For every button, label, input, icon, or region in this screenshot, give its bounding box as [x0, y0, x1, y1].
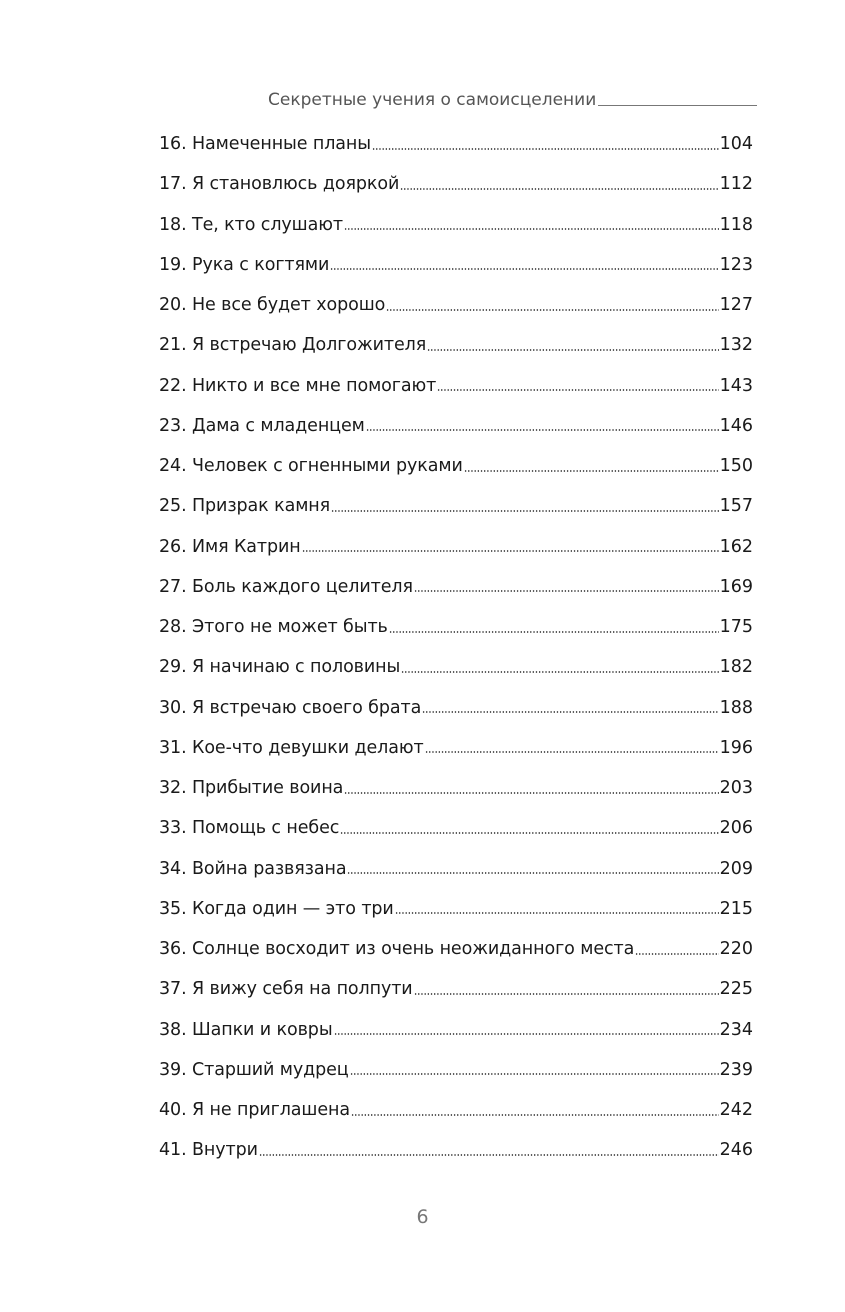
toc-entry-page: 209: [719, 858, 753, 879]
toc-entry-page: 169: [719, 576, 753, 597]
toc-entry[interactable]: [159, 849, 753, 889]
dot-leader: [422, 709, 718, 715]
dot-leader: [340, 830, 718, 836]
toc-entry-page: 123: [719, 254, 753, 275]
toc-entry[interactable]: [159, 768, 753, 808]
dot-leader: [635, 951, 718, 957]
toc-entry-title: 41. Внутри: [159, 1140, 258, 1161]
toc-entry-page: 150: [719, 456, 753, 477]
toc-entry-page: 196: [719, 737, 753, 758]
running-header-title: Секретные учения о самоисцелении: [268, 90, 597, 110]
dot-leader: [372, 146, 719, 152]
toc-entry[interactable]: [159, 647, 753, 687]
toc-entry-page: 220: [719, 939, 753, 960]
running-header: [268, 86, 757, 110]
dot-leader: [437, 387, 718, 393]
toc-entry-page: 246: [719, 1140, 753, 1161]
toc-entry[interactable]: [159, 607, 753, 647]
toc-entry-title: 32. Прибытие воина: [159, 778, 344, 799]
toc-entry[interactable]: [159, 285, 753, 325]
dot-leader: [414, 991, 719, 997]
toc-entry-title: 18. Те, кто слушают: [159, 214, 343, 235]
toc-entry-title: 28. Этого не может быть: [159, 617, 388, 638]
toc-entry-page: 206: [719, 818, 753, 839]
dot-leader: [351, 1112, 719, 1118]
toc-entry-title: 31. Кое-что девушки делают: [159, 737, 424, 758]
dot-leader: [331, 508, 719, 514]
toc-entry-page: 143: [719, 375, 753, 396]
toc-entry-page: 203: [719, 778, 753, 799]
toc-entry-title: 29. Я начинаю с половины: [159, 657, 401, 678]
toc-entry[interactable]: [159, 688, 753, 728]
toc-entry-title: 26. Имя Катрин: [159, 536, 301, 557]
toc-entry-title: 40. Я не приглашена: [159, 1100, 350, 1121]
dot-leader: [259, 1152, 719, 1158]
toc-entry-title: 25. Призрак камня: [159, 496, 331, 517]
toc-entry[interactable]: [159, 124, 753, 164]
toc-entry-title: 16. Намеченные планы: [159, 134, 371, 155]
toc-entry-page: 162: [719, 536, 753, 557]
dot-leader: [401, 669, 718, 675]
toc-entry-title: 33. Помощь с небес: [159, 818, 340, 839]
toc-entry-page: 112: [719, 174, 753, 195]
toc-entry-title: 21. Я встречаю Долгожителя: [159, 335, 427, 356]
toc-entry[interactable]: [159, 1130, 753, 1170]
toc-entry-page: 242: [719, 1100, 753, 1121]
toc-entry[interactable]: [159, 969, 753, 1009]
toc-entry-title: 30. Я встречаю своего брата: [159, 697, 422, 718]
toc-entry[interactable]: [159, 567, 753, 607]
dot-leader: [344, 790, 718, 796]
dot-leader: [347, 870, 718, 876]
toc-entry[interactable]: [159, 1010, 753, 1050]
toc-entry[interactable]: [159, 406, 753, 446]
toc-entry-page: 118: [719, 214, 753, 235]
dot-leader: [464, 468, 719, 474]
toc-entry-title: 35. Когда один — это три: [159, 898, 394, 919]
toc-entry[interactable]: [159, 205, 753, 245]
toc-entry-page: 215: [719, 898, 753, 919]
toc-entry-page: 132: [719, 335, 753, 356]
toc-entry-title: 23. Дама с младенцем: [159, 415, 365, 436]
toc-entry-title: 34. Война развязана: [159, 858, 347, 879]
toc-entry[interactable]: [159, 527, 753, 567]
toc-entry-page: 239: [719, 1059, 753, 1080]
toc-entry[interactable]: [159, 245, 753, 285]
toc-entry-title: 39. Старший мудрец: [159, 1059, 349, 1080]
toc-entry[interactable]: [159, 486, 753, 526]
dot-leader: [344, 226, 719, 232]
toc-entry-page: 146: [719, 415, 753, 436]
dot-leader: [427, 347, 718, 353]
dot-leader: [302, 548, 719, 554]
dot-leader: [386, 307, 718, 313]
toc-entry[interactable]: [159, 728, 753, 768]
toc-entry-page: 225: [719, 979, 753, 1000]
toc-entry-page: 234: [719, 1019, 753, 1040]
dot-leader: [334, 1031, 719, 1037]
toc-entry-title: 19. Рука с когтями: [159, 254, 330, 275]
toc-entry-title: 22. Никто и все мне помогают: [159, 375, 437, 396]
toc-entry[interactable]: [159, 808, 753, 848]
toc-entry-title: 24. Человек с огненными руками: [159, 456, 463, 477]
toc-entry-page: 104: [719, 134, 753, 155]
dot-leader: [350, 1071, 719, 1077]
toc-entry-title: 20. Не все будет хорошо: [159, 295, 386, 316]
toc-entry[interactable]: [159, 325, 753, 365]
header-rule: [598, 105, 757, 106]
dot-leader: [395, 910, 719, 916]
toc-entry-page: 182: [719, 657, 753, 678]
toc-entry-title: 38. Шапки и ковры: [159, 1019, 333, 1040]
toc-entry[interactable]: [159, 1050, 753, 1090]
toc-entry-page: 175: [719, 617, 753, 638]
toc-entry-title: 27. Боль каждого целителя: [159, 576, 413, 597]
toc-entry-title: 36. Солнце восходит из очень неожиданного места: [159, 939, 635, 960]
dot-leader: [389, 629, 719, 635]
toc-entry[interactable]: [159, 366, 753, 406]
dot-leader: [400, 186, 718, 192]
toc-entry[interactable]: [159, 446, 753, 486]
page-number: 6: [416, 1206, 429, 1228]
toc-entry-page: 188: [719, 697, 753, 718]
toc-entry-page: 157: [719, 496, 753, 517]
toc-entry[interactable]: [159, 164, 753, 204]
dot-leader: [414, 588, 719, 594]
toc-entry[interactable]: [159, 889, 753, 929]
toc-entry[interactable]: [159, 929, 753, 969]
table-of-contents: [159, 124, 753, 1171]
toc-entry-title: 37. Я вижу себя на полпути: [159, 979, 413, 1000]
toc-entry[interactable]: [159, 1090, 753, 1130]
dot-leader: [425, 749, 719, 755]
toc-entry-title: 17. Я становлюсь дояркой: [159, 174, 400, 195]
toc-entry-page: 127: [719, 295, 753, 316]
dot-leader: [330, 266, 718, 272]
dot-leader: [366, 427, 719, 433]
